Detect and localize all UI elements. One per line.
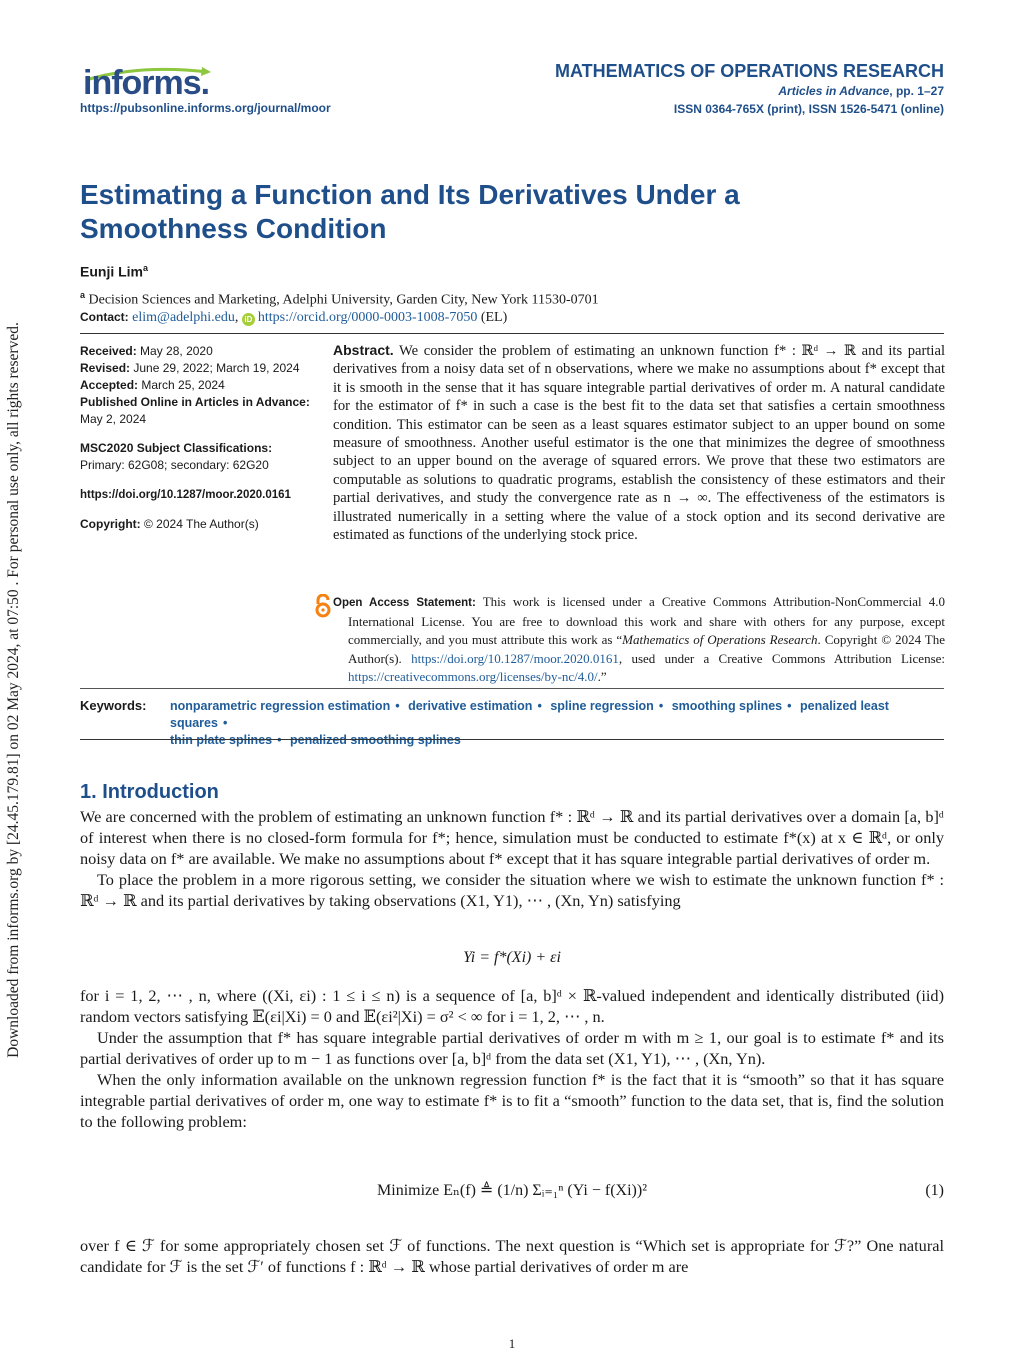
paragraph: over f ∈ ℱ for some appropriately chosen set ℱ of functions. The next question is “Which set is appropriate for ℱ?” One natural candidate for ℱ is the set ℱ′ of functions f : ℝᵈ → ℝ whose partial derivatives of order m are: [80, 1236, 944, 1276]
author-initials: (EL): [480, 310, 508, 325]
published-date: May 2, 2024: [80, 412, 147, 426]
equation-observation: [80, 949, 944, 967]
oa-doi-link[interactable]: https://doi.org/10.1287/moor.2020.0161: [411, 650, 619, 666]
published-label: Published Online in Articles in Advance:: [80, 395, 310, 409]
issn-line: ISSN 0364-765X (print), ISSN 1526-5471 (online): [673, 102, 944, 116]
accepted-date: March 25, 2024: [141, 378, 225, 392]
keyword-link[interactable]: thin plate splines: [170, 733, 273, 747]
equation-1: [80, 1180, 944, 1200]
abstract-label: Abstract.: [333, 342, 394, 358]
open-access-text: [333, 593, 945, 687]
oa-text-b: . Copyright © 2024 The Author(s).: [348, 632, 946, 666]
contact-line: Contact: elim@adelphi.edu, iD https://orcid.org/0000-0003-1008-7050 (EL): [80, 310, 508, 325]
paragraph: Under the assumption that f* has square integrable partial derivatives of order m with m ≥ 1, our goal is to estimate f* and its partial derivatives of order up to m − 1 as functions over [a, b]ᵈ from the data set (X1, Y1), ⋯ , (Xn, Yn).: [80, 1028, 944, 1068]
keywords-list: nonparametric regression estimation • derivative estimation • spline regression • smoothing splines • penalized least squares • thin plate splines • penalized smoothing splines: [170, 699, 889, 747]
articles-in-advance-label: Articles in Advance: [778, 84, 890, 98]
orcid-icon: iD: [242, 313, 255, 326]
divider-keywords-top: [80, 688, 944, 689]
author-affil-marker: a: [143, 263, 149, 273]
keywords-label: Keywords:: [80, 698, 147, 713]
divider-top: [80, 333, 944, 334]
keyword-link[interactable]: derivative estimation: [408, 699, 533, 713]
received-date: May 28, 2020: [140, 344, 213, 358]
intro-paragraph-3: [80, 1235, 944, 1277]
license-link[interactable]: https://creativecommons.org/licenses/by-nc/4.0/: [348, 669, 598, 684]
accepted-row: [80, 377, 310, 394]
paragraph: To place the problem in a more rigorous setting, we consider the situation where we wish to estimate the unknown function f* : ℝᵈ → ℝ and its partial derivatives by taking observations (X1, Y1), ⋯ , (Xn, Yn) satisfying: [80, 870, 944, 910]
page-range: , pp. 1–27: [889, 84, 944, 98]
revised-row: [80, 360, 310, 377]
copyright-text: © 2024 The Author(s): [144, 517, 259, 531]
abstract-text: We consider the problem of estimating an unknown function f* : ℝᵈ → ℝ and its partial derivatives from a noisy data set of n observations, where we make no assumptions about f* except that it is smooth in the sense that it has square integrable partial derivatives of order m. A natural candidate for the estimator of f* in such a case is the best fit to the data set that satisfies a certain smoothness condition. This estimator can be seen as a least squares estimator subject to an upper bound on some measure of smoothness. Another useful estimator is the one that minimizes the degree of smoothness subject to an upper bound on the average of squared errors. We prove that these two estimators are computable as solutions to quadratic programs, establish the consistency of these estimators and their partial derivatives, and study the convergence rate as n → ∞. The effectiveness of the estimators is illustrated numerically in a setting where the value of a stock option and its second derivative are estimated as functions of the underlying stock price.: [333, 343, 946, 544]
keyword-link[interactable]: penalized smoothing splines: [289, 733, 461, 747]
author-line: [80, 263, 148, 280]
affiliation-marker: a: [80, 290, 86, 300]
equation-1-number: (1): [925, 1182, 944, 1199]
divider-keywords-bottom: [80, 739, 944, 740]
author-name: Eunji Lim: [80, 263, 143, 280]
received-label: Received:: [80, 344, 137, 358]
intro-paragraph-2: [80, 985, 944, 1132]
open-access-icon: [315, 594, 331, 618]
download-notice-text: Downloaded from informs.org by [24.45.179.81] on 02 May 2024, at 07:50 . For personal use only, all rights reserved.: [5, 322, 22, 1058]
oa-text-d: .”: [597, 669, 607, 684]
paragraph: We are concerned with the problem of estimating an unknown function f* : ℝᵈ → ℝ and its partial derivatives over a domain [a, b]ᵈ of interest when there is no closed-form formula for f*; hence, simulation must be conducted to estimate f*(x) at x ∈ ℝᵈ, or only noisy data on f* are available. We make no assumptions about f* except that it has square integrable partial derivatives of order m.: [80, 807, 944, 868]
msc-codes: Primary: 62G08; secondary: 62G20: [80, 458, 269, 472]
paragraph: for i = 1, 2, ⋯ , n, where ((Xi, εi) : 1 ≤ i ≤ n) is a sequence of [a, b]ᵈ × ℝ-valued independent and identically distributed (iid) random vectors satisfying 𝔼(εi|Xi) = 0 and 𝔼(εi²|Xi) = σ² < ∞ for i = 1, 2, ⋯ , n.: [80, 986, 944, 1026]
keyword-link[interactable]: nonparametric regression estimation: [170, 699, 391, 713]
copyright-row: [80, 516, 310, 533]
keyword-link[interactable]: spline regression: [550, 699, 654, 713]
oa-journal: Mathematics of Operations Research: [622, 632, 818, 647]
abstract: [333, 341, 945, 544]
affiliation: [80, 290, 599, 309]
received-row: [80, 343, 310, 360]
section-title: Introduction: [102, 781, 219, 803]
journal-url-link[interactable]: https://pubsonline.informs.org/journal/moor: [80, 101, 331, 115]
contact-label: Contact:: [80, 310, 129, 324]
oa-text-c: , used under a Creative Commons Attribution License:: [618, 650, 946, 666]
informs-logo[interactable]: [80, 64, 220, 102]
doi-link[interactable]: https://doi.org/10.1287/moor.2020.0161: [80, 489, 291, 501]
open-access-label: Open Access Statement:: [333, 597, 476, 609]
email-link[interactable]: elim@adelphi.edu: [132, 310, 235, 325]
equation-text: Yi = f*(Xi) + εi: [463, 949, 561, 966]
copyright-label: Copyright:: [80, 517, 141, 531]
paragraph: When the only information available on the unknown regression function f* is the fact that it is “smooth” so that it has square integrable partial derivatives of order m, one way to estimate f* is to fit a “smooth” function to the data set, that is, find the solution to the following problem:: [80, 1070, 944, 1131]
articles-in-advance: [778, 84, 944, 98]
paper-title: Estimating a Function and Its Derivatives Under a Smoothness Condition: [80, 179, 740, 244]
download-notice: [2, 270, 26, 1110]
affiliation-text: Decision Sciences and Marketing, Adelphi University, Garden City, New York 11530-0701: [88, 292, 599, 308]
msc-row: [80, 440, 310, 474]
article-history: [80, 343, 310, 543]
equation-1-text: Minimize Eₙ(f) ≜ (1/n) Σᵢ₌₁ⁿ (Yi − f(Xi))²: [377, 1182, 647, 1199]
page-number: 1: [508, 1336, 516, 1351]
accepted-label: Accepted:: [80, 378, 139, 392]
doi-row: [80, 486, 310, 504]
keyword-link[interactable]: penalized least squares: [170, 699, 889, 730]
published-row: [80, 394, 310, 428]
section-heading: [80, 781, 219, 804]
revised-label: Revised:: [80, 361, 131, 375]
msc-label: MSC2020 Subject Classifications:: [80, 441, 273, 455]
revised-dates: June 29, 2022; March 19, 2024: [133, 361, 300, 375]
journal-name: MATHEMATICS OF OPERATIONS RESEARCH: [554, 61, 944, 81]
open-access-statement: [333, 593, 945, 687]
keyword-link[interactable]: smoothing splines: [671, 699, 783, 713]
intro-paragraph-1: [80, 806, 944, 911]
logo-text: informs.: [83, 64, 210, 102]
oa-text-a: This work is licensed under a Creative Commons Attribution-NonCommercial 4.0 International License. You are free to download this work and share with others for any purpose, except commercially, and you must attribute this work as “: [348, 594, 946, 647]
section-number: 1.: [80, 781, 97, 803]
orcid-link[interactable]: https://orcid.org/0000-0003-1008-7050: [257, 310, 478, 325]
